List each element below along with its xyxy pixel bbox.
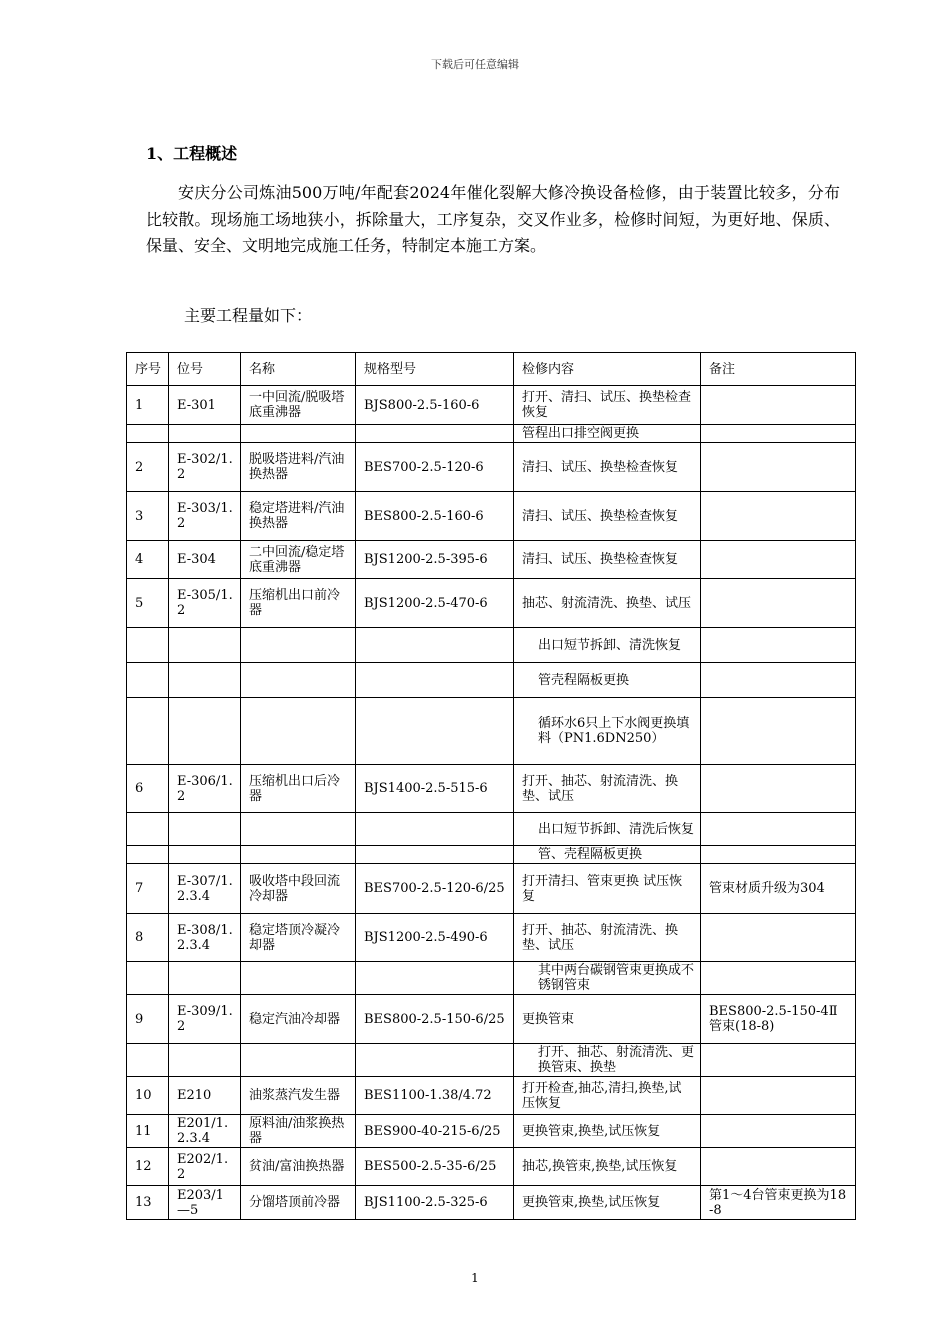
table-row	[127, 425, 856, 443]
cell-content: 打开、抽芯、射流清洗、更换管束、换垫	[514, 1044, 701, 1077]
cell-content: 管、壳程隔板更换	[514, 846, 701, 864]
header-spec: 规格型号	[356, 353, 514, 386]
table-row	[127, 1115, 856, 1148]
cell-tag: E-309/1.2	[169, 995, 241, 1044]
cell-name: 贫油/富油换热器	[241, 1148, 356, 1186]
cell-spec	[356, 425, 514, 443]
table-row	[127, 663, 856, 698]
cell-no: 3	[127, 492, 169, 541]
workload-table	[126, 352, 856, 1220]
cell-no	[127, 1044, 169, 1077]
cell-name	[241, 1044, 356, 1077]
table-row	[127, 386, 856, 425]
cell-name: 压缩机出口前冷器	[241, 579, 356, 628]
cell-no	[127, 698, 169, 765]
cell-tag	[169, 962, 241, 995]
table-row	[127, 628, 856, 663]
cell-content: 管壳程隔板更换	[514, 663, 701, 698]
table-row	[127, 962, 856, 995]
cell-tag: E-308/1.2.3.4	[169, 914, 241, 962]
cell-content: 更换管束,换垫,试压恢复	[514, 1115, 701, 1148]
header-content: 检修内容	[514, 353, 701, 386]
table-row	[127, 914, 856, 962]
cell-name	[241, 663, 356, 698]
cell-spec: BJS1200-2.5-395-6	[356, 541, 514, 579]
cell-content: 打开、抽芯、射流清洗、换垫、试压	[514, 914, 701, 962]
cell-spec	[356, 846, 514, 864]
cell-content: 清扫、试压、换垫检查恢复	[514, 492, 701, 541]
cell-note	[701, 443, 856, 492]
cell-spec	[356, 813, 514, 846]
page-header: 下载后可任意编辑	[431, 58, 519, 71]
cell-no: 2	[127, 443, 169, 492]
cell-note	[701, 813, 856, 846]
cell-tag: E-306/1.2	[169, 765, 241, 813]
cell-no	[127, 962, 169, 995]
cell-content: 清扫、试压、换垫检查恢复	[514, 443, 701, 492]
page-number: 1	[471, 1271, 479, 1285]
cell-note	[701, 1148, 856, 1186]
cell-tag	[169, 663, 241, 698]
cell-name	[241, 846, 356, 864]
cell-note	[701, 1077, 856, 1115]
cell-note: 第1～4台管束更换为18-8	[701, 1186, 856, 1220]
cell-name	[241, 698, 356, 765]
cell-name: 分馏塔顶前冷器	[241, 1186, 356, 1220]
cell-tag: E210	[169, 1077, 241, 1115]
cell-name: 稳定塔进料/汽油换热器	[241, 492, 356, 541]
table-row	[127, 1044, 856, 1077]
cell-tag: E-302/1.2	[169, 443, 241, 492]
cell-content: 打开、清扫、试压、换垫检查恢复	[514, 386, 701, 425]
cell-content: 打开、抽芯、射流清洗、换垫、试压	[514, 765, 701, 813]
cell-tag: E-303/1.2	[169, 492, 241, 541]
cell-spec: BJS1200-2.5-490-6	[356, 914, 514, 962]
cell-no: 1	[127, 386, 169, 425]
cell-content: 管程出口排空阀更换	[514, 425, 701, 443]
cell-no: 13	[127, 1186, 169, 1220]
cell-name: 脱吸塔进料/汽油换热器	[241, 443, 356, 492]
cell-spec: BES800-2.5-150-6/25	[356, 995, 514, 1044]
cell-spec	[356, 628, 514, 663]
cell-spec: BES700-2.5-120-6/25	[356, 864, 514, 914]
cell-name: 原料油/油浆换热器	[241, 1115, 356, 1148]
cell-name	[241, 425, 356, 443]
cell-note	[701, 579, 856, 628]
cell-note	[701, 962, 856, 995]
cell-spec: BJS1400-2.5-515-6	[356, 765, 514, 813]
cell-no: 5	[127, 579, 169, 628]
cell-content: 循环水6只上下水阀更换填料（PN1.6DN250）	[514, 698, 701, 765]
cell-note	[701, 386, 856, 425]
cell-spec: BES700-2.5-120-6	[356, 443, 514, 492]
cell-tag: E203/1—5	[169, 1186, 241, 1220]
cell-tag: E-305/1.2	[169, 579, 241, 628]
cell-no	[127, 628, 169, 663]
section-title: 1、工程概述	[146, 144, 238, 163]
cell-name: 二中回流/稳定塔底重沸器	[241, 541, 356, 579]
table-row	[127, 1077, 856, 1115]
cell-spec: BES900-40-215-6/25	[356, 1115, 514, 1148]
cell-note	[701, 628, 856, 663]
cell-spec: BES500-2.5-35-6/25	[356, 1148, 514, 1186]
cell-content: 抽芯、射流清洗、换垫、试压	[514, 579, 701, 628]
cell-name	[241, 813, 356, 846]
cell-note	[701, 846, 856, 864]
table-row	[127, 579, 856, 628]
header-name: 名称	[241, 353, 356, 386]
cell-note	[701, 492, 856, 541]
cell-name: 压缩机出口后冷器	[241, 765, 356, 813]
table-body	[127, 386, 856, 1220]
cell-content: 抽芯,换管束,换垫,试压恢复	[514, 1148, 701, 1186]
cell-spec: BJS1200-2.5-470-6	[356, 579, 514, 628]
table-row	[127, 846, 856, 864]
cell-note: 管束材质升级为304	[701, 864, 856, 914]
cell-spec	[356, 962, 514, 995]
header-tag: 位号	[169, 353, 241, 386]
cell-tag	[169, 628, 241, 663]
cell-tag: E-301	[169, 386, 241, 425]
cell-tag	[169, 813, 241, 846]
cell-content: 打开清扫、管束更换 试压恢复	[514, 864, 701, 914]
cell-tag	[169, 846, 241, 864]
cell-content: 出口短节拆卸、清洗恢复	[514, 628, 701, 663]
cell-spec: BJS1100-2.5-325-6	[356, 1186, 514, 1220]
cell-content: 出口短节拆卸、清洗后恢复	[514, 813, 701, 846]
cell-tag: E201/1.2.3.4	[169, 1115, 241, 1148]
cell-tag	[169, 1044, 241, 1077]
cell-note	[701, 698, 856, 765]
cell-spec	[356, 663, 514, 698]
cell-spec: BES1100-1.38/4.72	[356, 1077, 514, 1115]
cell-name: 油浆蒸汽发生器	[241, 1077, 356, 1115]
cell-tag: E-304	[169, 541, 241, 579]
cell-name	[241, 962, 356, 995]
cell-no	[127, 813, 169, 846]
cell-no	[127, 663, 169, 698]
cell-no	[127, 846, 169, 864]
cell-note: BES800-2.5-150-4Ⅱ管束(18-8)	[701, 995, 856, 1044]
cell-no: 11	[127, 1115, 169, 1148]
cell-note	[701, 765, 856, 813]
table-row	[127, 1148, 856, 1186]
cell-no: 12	[127, 1148, 169, 1186]
cell-name: 一中回流/脱吸塔底重沸器	[241, 386, 356, 425]
overview-paragraph: 安庆分公司炼油500万吨/年配套2024年催化裂解大修冷换设备检修，由于装置比较多，分布比较散。现场施工场地狭小，拆除量大，工序复杂，交叉作业多，检修时间短，为更好地、保质、保量、安全、文明地完成施工任务，特制定本施工方案。	[146, 183, 840, 255]
cell-tag: E-307/1.2.3.4	[169, 864, 241, 914]
cell-spec: BES800-2.5-160-6	[356, 492, 514, 541]
cell-no: 4	[127, 541, 169, 579]
cell-no: 7	[127, 864, 169, 914]
cell-content: 清扫、试压、换垫检查恢复	[514, 541, 701, 579]
cell-note	[701, 425, 856, 443]
cell-tag	[169, 698, 241, 765]
cell-no: 10	[127, 1077, 169, 1115]
workload-intro: 主要工程量如下：	[184, 306, 313, 325]
table-row	[127, 698, 856, 765]
cell-content: 更换管束	[514, 995, 701, 1044]
cell-note	[701, 1115, 856, 1148]
table-row	[127, 492, 856, 541]
cell-tag: E202/1.2	[169, 1148, 241, 1186]
cell-no	[127, 425, 169, 443]
cell-tag	[169, 425, 241, 443]
cell-content: 打开检查,抽芯,清扫,换垫,试压恢复	[514, 1077, 701, 1115]
table-row	[127, 765, 856, 813]
table-header-row	[127, 353, 856, 386]
cell-name: 吸收塔中段回流冷却器	[241, 864, 356, 914]
cell-spec	[356, 1044, 514, 1077]
cell-name: 稳定汽油冷却器	[241, 995, 356, 1044]
cell-content: 更换管束,换垫,试压恢复	[514, 1186, 701, 1220]
cell-note	[701, 914, 856, 962]
cell-note	[701, 663, 856, 698]
cell-spec: BJS800-2.5-160-6	[356, 386, 514, 425]
cell-name	[241, 628, 356, 663]
cell-no: 8	[127, 914, 169, 962]
table-row	[127, 864, 856, 914]
cell-note	[701, 1044, 856, 1077]
cell-note	[701, 541, 856, 579]
cell-no: 9	[127, 995, 169, 1044]
header-no: 序号	[127, 353, 169, 386]
table-row	[127, 813, 856, 846]
cell-no: 6	[127, 765, 169, 813]
table-row	[127, 443, 856, 492]
cell-name: 稳定塔顶冷凝冷却器	[241, 914, 356, 962]
table-row	[127, 995, 856, 1044]
cell-content: 其中两台碳钢管束更换成不锈钢管束	[514, 962, 701, 995]
header-note: 备注	[701, 353, 856, 386]
cell-spec	[356, 698, 514, 765]
table-row	[127, 1186, 856, 1220]
table-row	[127, 541, 856, 579]
